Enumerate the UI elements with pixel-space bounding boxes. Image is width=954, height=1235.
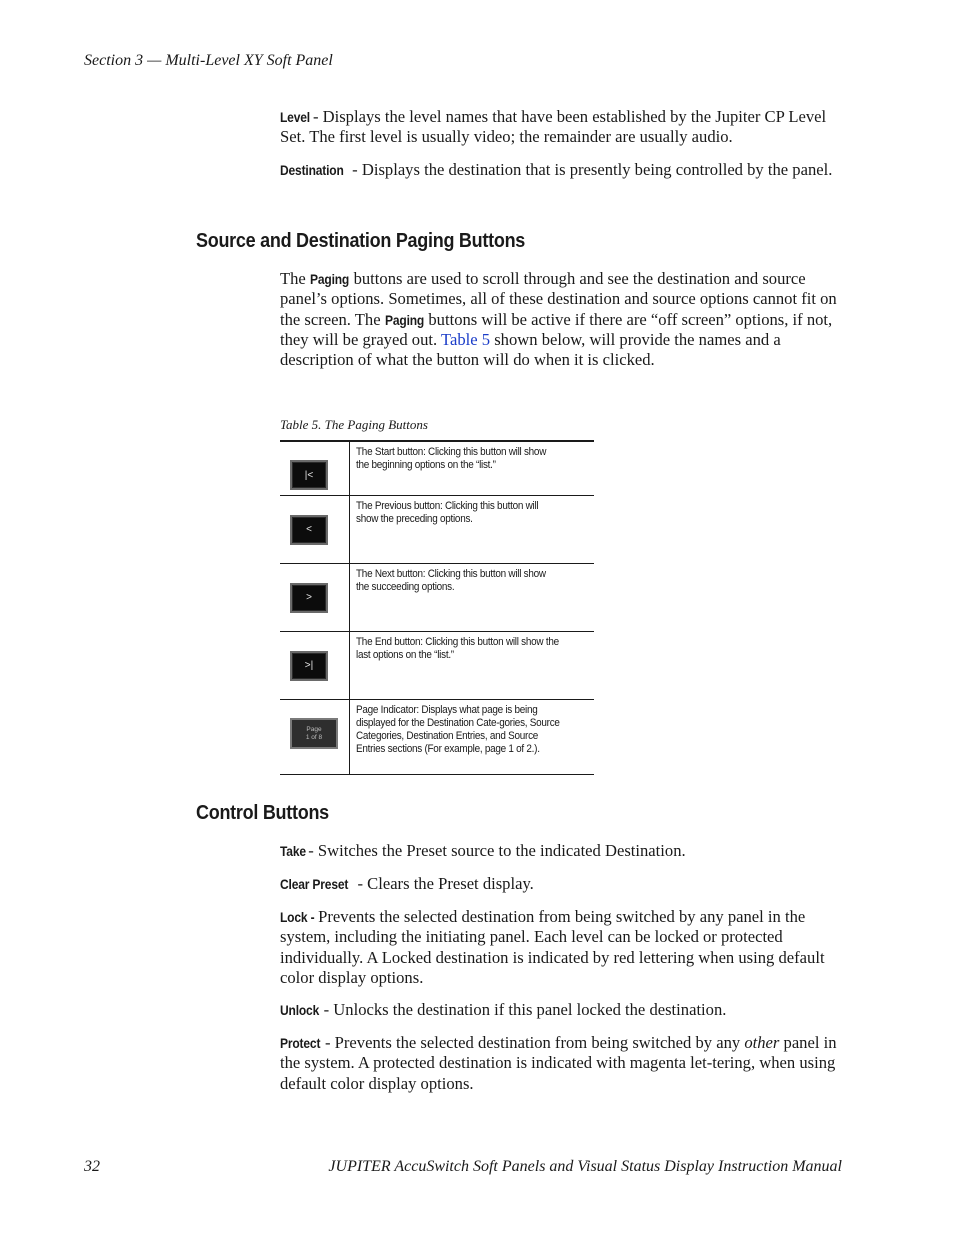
page-indicator (290, 718, 338, 749)
protect-description (280, 1033, 842, 1094)
description-cell (350, 699, 595, 774)
description-cell (350, 563, 595, 631)
description-cell (350, 631, 595, 699)
paging-term-2: Paging (384, 311, 424, 328)
next-button[interactable]: > (290, 583, 328, 613)
paging-text-3: buttons will be active if there are “off screen” options, if not, they will be grayed out. (280, 309, 833, 349)
lock-text: Prevents the selected destination from being switched by any panel in the system, including the initiating panel. Each level can be locked or protected individually. A Locked destination is indicated by red lettering when using default color display options. (280, 907, 825, 987)
destination-text: - Displays the destination that is presently being controlled by the panel. (348, 160, 833, 179)
table-row (280, 495, 594, 563)
table-row (280, 563, 594, 631)
description-cell (350, 441, 595, 495)
button-cell (280, 563, 350, 631)
paging-text-2: buttons are used to scroll through and see the destination and source panel’s options. Sometimes, all of these destination and source options cannot fit on the screen. The (280, 269, 837, 329)
next-button-description: The Next button: Clicking this button will show the succeeding options. (356, 567, 546, 593)
paging-paragraph (280, 269, 842, 370)
table-5-link[interactable]: Table 5 (441, 329, 491, 349)
previous-button-description: The Previous button: Clicking this button will show the preceding options. (356, 499, 539, 525)
paging-section-heading: Source and Destination Paging Buttons (196, 230, 526, 252)
manual-title: JUPITER AccuSwitch Soft Panels and Visual Status Display Instruction Manual (328, 1158, 842, 1175)
unlock-term: Unlock (280, 1002, 320, 1018)
page-number: 32 (84, 1158, 100, 1175)
running-head: Section 3 — Multi-Level XY Soft Panel (84, 52, 333, 69)
paging-buttons-table (280, 440, 594, 775)
description-cell (350, 495, 595, 563)
table-row (280, 441, 594, 495)
destination-description (280, 160, 842, 180)
control-section-heading: Control Buttons (196, 802, 329, 824)
table-caption: Table 5. The Paging Buttons (280, 417, 428, 432)
previous-button[interactable]: < (290, 515, 328, 545)
page-indicator-description: Page Indicator: Displays what page is being displayed for the Destination Cate-gories, Source Categories, Destination Entries, and Source Entries sections (For example, page 1 of 2.). (356, 703, 560, 755)
take-term: Take (280, 843, 306, 859)
table-row (280, 699, 594, 774)
end-button[interactable]: >| (290, 651, 328, 681)
clear-preset-term: Clear Preset (280, 876, 349, 892)
take-text: - Switches the Preset source to the indicated Destination. (304, 841, 686, 860)
button-cell (280, 699, 350, 774)
unlock-text: - Unlocks the destination if this panel locked the destination. (319, 1000, 727, 1019)
take-description (280, 841, 842, 861)
paging-term-1: Paging (309, 271, 350, 287)
lock-term: Lock - (280, 909, 315, 925)
page-indicator-value: 1 of 8 (305, 733, 323, 741)
start-button[interactable]: |< (290, 460, 328, 490)
button-cell (280, 495, 350, 563)
protect-text-1: - Prevents the selected destination from being switched by any (320, 1033, 745, 1052)
level-term: Level (280, 109, 310, 125)
protect-term: Protect (280, 1035, 321, 1051)
protect-text-2: panel in the system. A protected destination is indicated with magenta let-tering, when using default color display options. (280, 1033, 837, 1093)
level-text: - Displays the level names that have been established by the Jupiter CP Level Set. The first level is usually video; the remainder are usually audio. (280, 107, 827, 147)
start-button-description: The Start button: Clicking this button will show the beginning options on the “list.” (356, 446, 547, 472)
page-indicator-label: Page (306, 725, 322, 733)
table-row (280, 631, 594, 699)
protect-emphasis: other (744, 1033, 780, 1052)
level-description (280, 107, 842, 148)
clear-preset-text: - Clears the Preset display. (353, 874, 534, 893)
lock-description (280, 907, 842, 988)
unlock-description (280, 1000, 842, 1020)
button-cell (280, 631, 350, 699)
button-cell (280, 441, 350, 495)
paging-text-4: shown below, will provide the names and a description of what the button will do when it is clicked. (280, 329, 781, 370)
clear-preset-description (280, 874, 842, 894)
end-button-description: The End button: Clicking this button will show the last options on the “list.” (356, 635, 559, 661)
destination-term: Destination (280, 162, 344, 178)
paging-text-1: The (280, 269, 310, 288)
